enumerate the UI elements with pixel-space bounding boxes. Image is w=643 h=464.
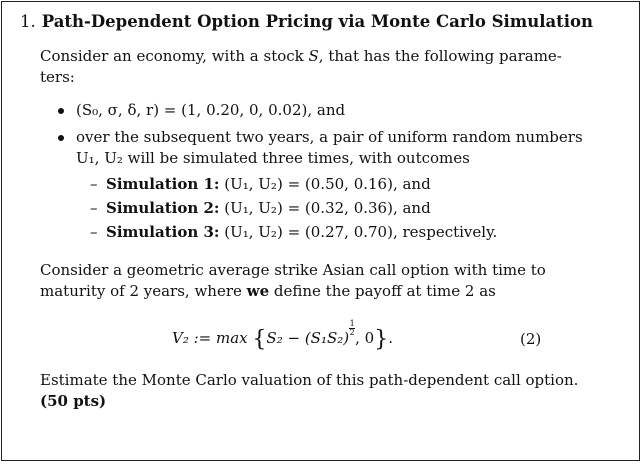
- simulation-2-label: Simulation 2:: [106, 199, 220, 217]
- exponent-denominator: 2: [349, 328, 355, 337]
- equation-inner: S₂ − (S₁S₂): [266, 329, 350, 347]
- simulation-1: [106, 174, 431, 195]
- bullet-simulation-intro-line1: over the subsequent two years, a pair of uniform random numbers: [76, 128, 583, 146]
- problem-heading: [20, 12, 593, 31]
- estimate-paragraph: Estimate the Monte Carlo valuation of this path-dependent call option.: [40, 371, 579, 389]
- simulation-3: [106, 222, 497, 243]
- payoff-equation: [172, 320, 393, 352]
- bullet-dot-1: [58, 108, 64, 114]
- simulation-1-values: (U₁, U₂) = (0.50, 0.16), and: [224, 175, 431, 193]
- bullet-dot-2: [58, 135, 64, 141]
- dash-3: –: [90, 223, 98, 241]
- simulation-1-label: Simulation 1:: [106, 175, 220, 193]
- equation-number: (2): [520, 330, 542, 348]
- exponent-numerator: 1: [349, 319, 355, 328]
- intro-text-c: ters:: [40, 68, 75, 86]
- asian-text-line1: Consider a geometric average strike Asian call option with time to: [40, 261, 546, 279]
- equation-period: .: [388, 329, 393, 347]
- asian-we: we: [246, 282, 270, 300]
- points-label: (50 pts): [40, 392, 107, 410]
- bullet-parameters: (S₀, σ, δ, r) = (1, 0.20, 0, 0.02), and: [76, 101, 346, 119]
- intro-text-b: , that has the following parame-: [318, 47, 562, 65]
- right-brace: }: [374, 327, 389, 352]
- simulation-3-label: Simulation 3:: [106, 223, 220, 241]
- asian-text-a: maturity of 2 years, where: [40, 282, 247, 300]
- simulation-2-values: (U₁, U₂) = (0.32, 0.36), and: [224, 199, 431, 217]
- equation-lhs: V₂ := max: [172, 329, 248, 347]
- bullet-simulation-intro-line2: U₁, U₂ will be simulated three times, with outcomes: [76, 149, 470, 167]
- intro-text-a: Consider an economy, with a stock: [40, 47, 309, 65]
- intro-paragraph: [40, 46, 580, 88]
- dash-2: –: [90, 199, 98, 217]
- asian-text-b: define the payoff at time 2 as: [269, 282, 496, 300]
- problem-number: 1.: [20, 12, 36, 31]
- problem-title: Path-Dependent Option Pricing via Monte Carlo Simulation: [41, 12, 594, 31]
- stock-symbol: S: [308, 47, 319, 65]
- equation-tail: , 0: [355, 329, 375, 347]
- simulation-3-values: (U₁, U₂) = (0.27, 0.70), respectively.: [224, 223, 498, 241]
- left-brace: {: [252, 327, 267, 352]
- asian-option-paragraph: [40, 260, 600, 302]
- simulation-2: [106, 198, 431, 219]
- dash-1: –: [90, 175, 98, 193]
